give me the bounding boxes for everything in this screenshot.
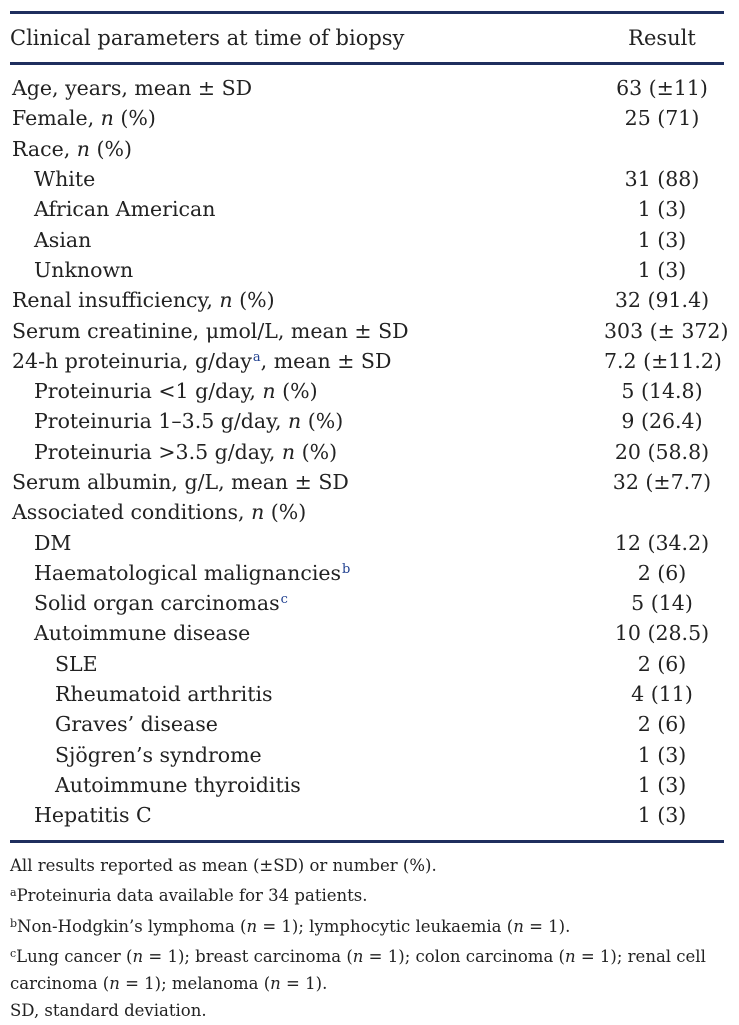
table-row	[10, 164, 724, 194]
row-label: Haematological malignancies$^b$	[34, 560, 351, 585]
row-value: 20 (58.8)	[614, 439, 710, 464]
row-value: 303 (± 372)	[604, 318, 729, 343]
footnote-sd: SD, standard deviation.	[10, 1001, 207, 1021]
table-row	[10, 467, 724, 497]
row-label: Proteinuria 1–3.5 g/day, n (%)	[34, 409, 344, 434]
row-value: 63 (±11)	[616, 76, 708, 101]
row-label: Serum creatinine, μmol/L, mean ± SD	[12, 318, 409, 343]
header-result: Result	[628, 26, 696, 50]
row-label: African American	[34, 197, 216, 222]
row-value: 2 (6)	[637, 651, 687, 676]
row-label: DM	[34, 530, 72, 555]
row-value: 7.2 (±11.2)	[604, 348, 722, 373]
table-row	[10, 679, 724, 709]
table-row	[10, 346, 724, 376]
row-label: Age, years, mean ± SD	[12, 76, 253, 101]
table-row	[10, 709, 724, 739]
row-label: SLE	[55, 651, 98, 676]
row-label: Proteinuria >3.5 g/day, n (%)	[34, 439, 338, 464]
table-header-rule	[10, 62, 724, 65]
row-value: 32 (±7.7)	[612, 470, 712, 494]
table-header	[10, 14, 724, 62]
row-value: 1 (3)	[637, 257, 687, 282]
row-value: 10 (28.5)	[614, 621, 710, 646]
row-value: 2 (6)	[637, 712, 687, 737]
row-value: 2 (6)	[637, 560, 687, 585]
row-label: Solid organ carcinomas$^c$	[34, 591, 288, 616]
footnote-b: $^b$Non-Hodgkin’s lymphoma (n = 1); lymphocytic leukaemia (n = 1).	[10, 916, 571, 936]
header-parameters: Clinical parameters at time of biopsy	[10, 26, 405, 50]
table-row	[10, 558, 724, 588]
row-value: 1 (3)	[637, 742, 687, 767]
table-row	[10, 406, 724, 436]
table-row	[10, 103, 724, 133]
footnote-general: All results reported as mean (±SD) or number (%).	[10, 856, 437, 875]
table-row	[10, 497, 724, 527]
row-value: 31 (88)	[624, 167, 700, 192]
row-value: 9 (26.4)	[621, 409, 703, 434]
row-label: Associated conditions, n (%)	[12, 500, 307, 525]
table-footnotes	[10, 852, 730, 1025]
table-body	[10, 73, 729, 830]
row-label: Serum albumin, g/L, mean ± SD	[12, 470, 349, 494]
table-row	[10, 315, 729, 345]
row-label: Autoimmune disease	[34, 621, 251, 646]
footnote-marker: a	[252, 349, 261, 365]
row-label: Female, n (%)	[12, 106, 156, 131]
table-row	[10, 740, 724, 770]
row-value: 5 (14)	[631, 591, 693, 616]
table-bottom-rule	[10, 840, 724, 843]
row-label: White	[34, 167, 96, 192]
table-row	[10, 285, 724, 315]
row-label: Proteinuria <1 g/day, n (%)	[34, 379, 318, 404]
row-label: Graves’ disease	[55, 712, 218, 737]
row-value: 1 (3)	[637, 197, 687, 222]
row-label: Hepatitis C	[34, 803, 152, 828]
table-row	[10, 194, 724, 224]
table-row	[10, 255, 724, 285]
table-row	[10, 376, 724, 406]
row-label: Unknown	[34, 257, 134, 282]
row-value: 1 (3)	[637, 227, 687, 252]
row-value: 1 (3)	[637, 803, 687, 828]
table-row	[10, 649, 724, 679]
row-label: Autoimmune thyroiditis	[55, 772, 301, 797]
table-row	[10, 770, 724, 800]
table-row	[10, 618, 724, 648]
footnote-c: $^c$Lung cancer (n = 1); breast carcinoma (n = 1); colon carcinoma (n = 1); renal cell carcinoma (n = 1); melanoma (n = 1).	[10, 946, 706, 994]
table-row	[10, 224, 724, 254]
table-row	[10, 800, 724, 830]
row-value: 4 (11)	[631, 682, 693, 707]
row-label: 24-h proteinuria, g/day$^a$, mean ± SD	[12, 348, 392, 373]
row-label: Asian	[34, 227, 92, 252]
table-row	[10, 527, 724, 557]
row-value: 1 (3)	[637, 772, 687, 797]
row-value: 25 (71)	[624, 106, 700, 131]
table-row	[10, 134, 724, 164]
row-label: Sjögren’s syndrome	[55, 742, 262, 767]
row-label: Race, n (%)	[12, 136, 132, 161]
footnote-a: $^a$Proteinuria data available for 34 patients.	[10, 886, 368, 906]
row-value: 5 (14.8)	[621, 379, 703, 404]
footnote-marker: b	[342, 561, 351, 577]
row-label: Renal insufficiency, n (%)	[12, 288, 275, 313]
table-row	[10, 73, 724, 103]
row-value: 32 (91.4)	[614, 288, 710, 313]
row-label: Rheumatoid arthritis	[55, 682, 273, 707]
footnote-marker: c	[280, 592, 288, 608]
table-row	[10, 588, 724, 618]
table-row	[10, 437, 724, 467]
row-value: 12 (34.2)	[614, 530, 710, 555]
